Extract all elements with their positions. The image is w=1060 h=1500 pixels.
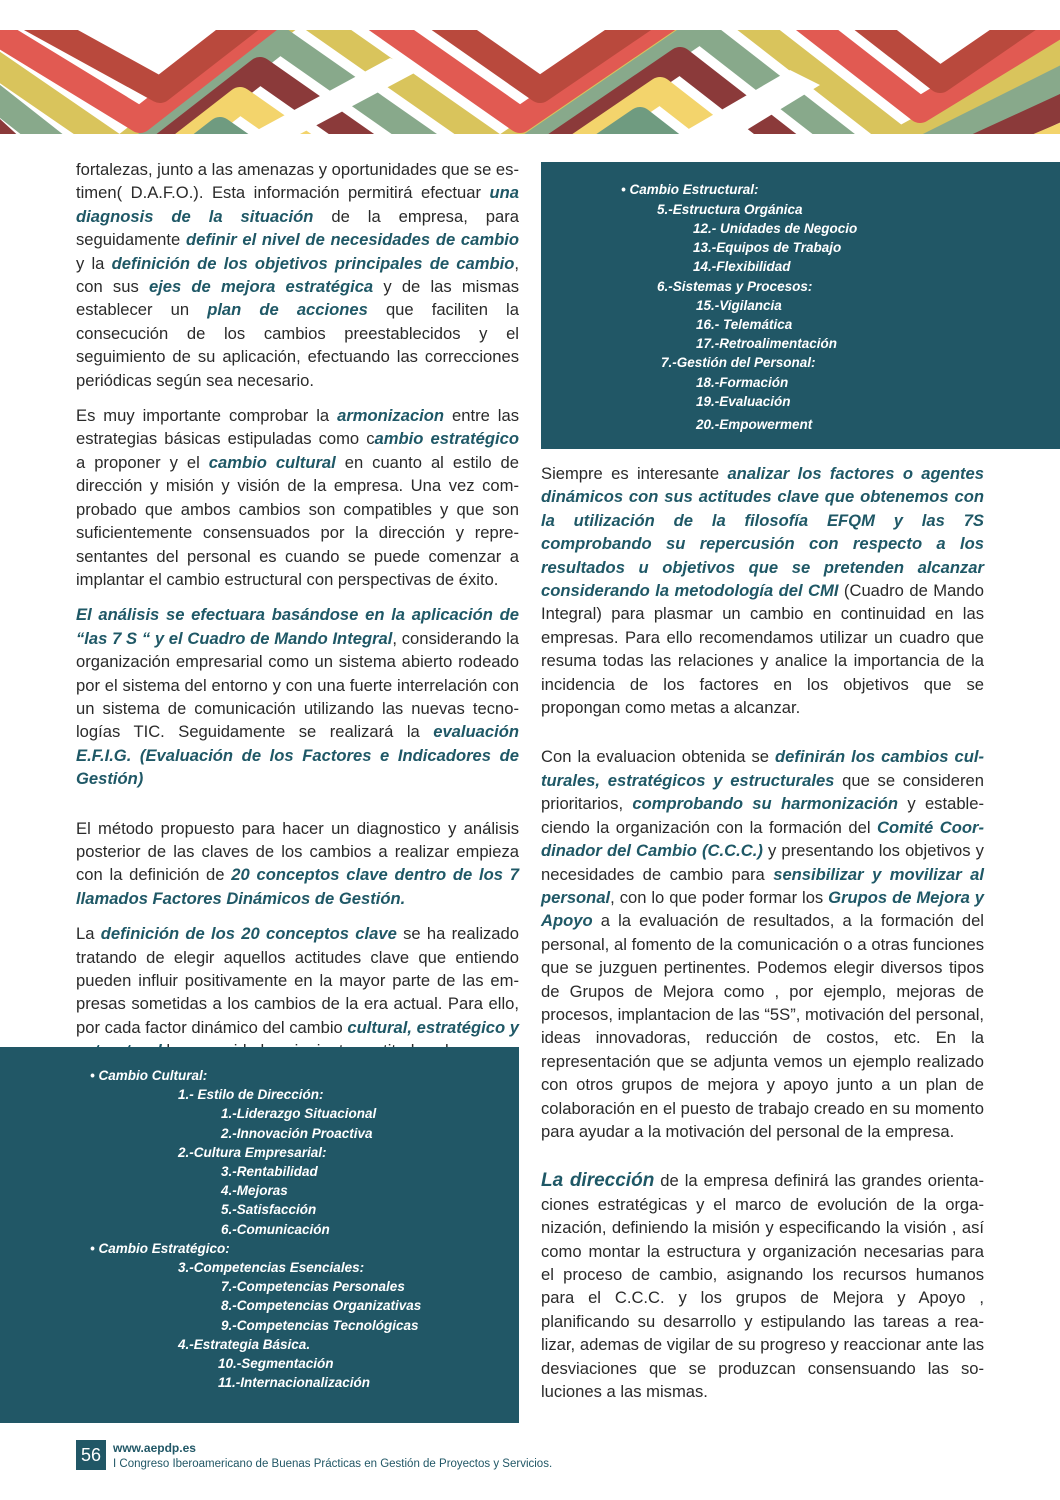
panel-subheading: 7.-Gestión del Personal: xyxy=(661,355,816,370)
panel-item: 14.-Flexibilidad xyxy=(693,259,791,274)
panel-structural xyxy=(541,162,1060,449)
text-run: fortalezas, junto a las amenazas y oportunidades que se estimen( D.A.F.O.). Esta información permitirá efectuar xyxy=(76,160,519,203)
highlighted-phrase: sensibilizar y movilizar al personal xyxy=(541,864,985,907)
text-run: a la evaluación de resultados, a la formación del personal, al fomento de la comunicación o a otras funciones que se juzguen pertinentes. Podemos elegir diversos tipos de Grupos de Mejora como , por ejemplo, mejoras de procesos, implantacion de las “5S”, motivación del personal, ideas innovadoras, reducción de costos, etc. En la representación que se adjunta vemos un ejemplo realizado con otros grupos de mejora y apoyo junto a un plan de colaboración en el puesto de trabajo creado en su momento para ayudar a la motivación del personal de la empresa. xyxy=(541,911,984,1141)
text-run: Con la evaluacion obtenida se xyxy=(541,747,776,767)
text-run: , considerando la organización empresarial como un sistema abierto rodeado por el sistema del entorno y con una fuerte interrelación con un sistema de comunicación utilizando las nuevas tecnologías TIC. Seguidamente se realizará la xyxy=(76,628,519,742)
text-run: de la empresa definirá las grandes orientaciones estratégicas y el marco de evolución de la organización, definiendo la misión y especificando la visión , así como montar la estructura y organización necesarias para el proceso de cambio, asignando los recursos humanos para el C.C.C. y los grupos de Mejora y Apoyo , planificando su desarrollo y estipulando las tareas a realizar, ademas de vigilar de su progreso y reaccionar ante las desviaciones que se produzcan consensuando las soluciones a las mismas. xyxy=(541,1171,984,1402)
panel-cultural-strategic xyxy=(0,1047,519,1423)
highlighted-phrase: armonizacion xyxy=(337,406,445,426)
left-paragraph-1 xyxy=(76,158,519,392)
panel-item: 19.-Evaluación xyxy=(696,394,791,409)
text-run: en cuanto al estilo de dirección y misión y visión de la empresa. Una vez comprobado que ambos cambios son compatibles y que son suficientemente consensuados por la dirección y representantes del personal es cuando se puede comenzar a implantar el cambio estructural con perspectivas de éxito. xyxy=(76,452,519,589)
panel-subheading: 3.-Competencias Esenciales: xyxy=(178,1260,365,1275)
text-run: (Cuadro de Mando Integral) para plasmar un cambio en continuidad en las empresas. Para ello recomendamos utilizar un cuadro que resuma todas las relaciones y analice la importancia de la incidencia de los factores en los objetivos que se propongan como metas a alcanzar. xyxy=(541,581,984,718)
highlighted-phrase: plan de acciones xyxy=(207,300,368,320)
panel-item: 3.-Rentabilidad xyxy=(221,1164,318,1179)
right-column xyxy=(541,462,984,1415)
highlighted-phrase: una diagnosis de la situación xyxy=(76,183,519,226)
text-run: se ha realizado tratando de elegir aquellos actitudes clave que entiendo pueden influir positivamente en la mayor parte de las empresas sometidas a los cambios de la era actual. Para ello, por cada factor dinámico del cambio xyxy=(76,924,519,1037)
panel-item: 1.-Liderazgo Situacional xyxy=(221,1106,377,1121)
page-number: 56 xyxy=(76,1440,106,1470)
highlighted-phrase: definirán los cambios culturales, estratégicos y estructurales xyxy=(541,747,984,790)
text-run: y de las mismas establecer un xyxy=(76,277,519,320)
highlighted-phrase: cambio cultural xyxy=(208,452,336,472)
panel-subheading: 5.-Estructura Orgánica xyxy=(657,202,803,217)
highlighted-phrase: cultural, estratégico y xyxy=(347,1017,520,1037)
text-run: y presentando los objetivos y necesidades de cambio para xyxy=(541,841,984,884)
panel-item: 9.-Competencias Tecnológicas xyxy=(221,1318,419,1333)
panel-item: 8.-Competencias Organizativas xyxy=(221,1298,422,1313)
panel-heading: • Cambio Cultural: xyxy=(90,1068,208,1083)
text-run: y estableciendo la organización con la formación del xyxy=(541,794,984,837)
panel-item: 4.-Mejoras xyxy=(221,1183,288,1198)
panel-item: 6.-Comunicación xyxy=(221,1222,330,1237)
left-paragraph-2 xyxy=(76,404,519,591)
panel-item: 10.-Segmentación xyxy=(218,1356,334,1371)
text-run: a proponer y el xyxy=(76,452,209,472)
text-run: entre las estrategias básicas estipuladas como c xyxy=(76,406,519,449)
panel-item: 7.-Competencias Personales xyxy=(221,1279,405,1294)
highlighted-phrase: definir el nivel de necesidades de cambio xyxy=(185,230,519,250)
highlighted-phrase: La dirección xyxy=(541,1170,655,1192)
right-paragraph-1 xyxy=(541,462,984,719)
panel-item: 17.-Retroalimentación xyxy=(696,336,838,351)
text-run: de la empresa, para seguidamente xyxy=(76,206,519,250)
highlighted-phrase: El análisis se efectuara basándose en la aplicación de “las 7 S “ y el Cuadro de Mando Integral xyxy=(76,605,519,648)
panel-subheading: 2.-Cultura Empresarial: xyxy=(178,1145,327,1160)
panel-item: 12.- Unidades de Negocio xyxy=(693,221,858,236)
stripe-pattern xyxy=(0,30,1060,134)
text-run: , con lo que poder formar los xyxy=(610,887,829,907)
text-run: que se consideren prioritarios, xyxy=(541,770,984,814)
text-run: El método propuesto para hacer un diagnostico y análisis posterior de las claves de los cambios a realizar empieza con la definición de xyxy=(76,818,519,885)
text-run: La xyxy=(76,924,101,944)
panel-item: 13.-Equipos de Trabajo xyxy=(693,240,842,255)
left-column xyxy=(76,158,519,1075)
left-paragraph-4 xyxy=(76,817,519,911)
panel-item: 11.-Internacionalización xyxy=(218,1375,371,1390)
highlighted-phrase: Comité Coordinador del Cambio (C.C.C.) xyxy=(541,817,984,861)
left-paragraph-3 xyxy=(76,603,519,790)
highlighted-phrase: definición de los objetivos principales de cambio xyxy=(111,253,515,273)
panel-item: 15.-Vigilancia xyxy=(696,298,782,313)
highlighted-phrase: evaluación E.F.I.G. (Evaluación de los Factores e Indicadores de Gestión) xyxy=(76,722,519,789)
text-run: , con sus xyxy=(76,253,519,297)
text-run: que faciliten la consecución de los cambios preestablecidos y el seguimiento de su aplicación, efectuando las correcciones periódicas según sea necesario. xyxy=(76,300,519,390)
highlighted-phrase: ambio estratégico xyxy=(374,429,519,449)
panel-subheading: 1.- Estilo de Dirección: xyxy=(178,1087,324,1102)
panel-item: 5.-Satisfacción xyxy=(221,1202,317,1217)
text-run: Siempre es interesante xyxy=(541,464,728,483)
panel-item: 20.-Empowerment xyxy=(696,417,813,432)
right-paragraph-3 xyxy=(541,1169,984,1403)
footer-url-link[interactable]: www.aepdp.es xyxy=(113,1441,196,1455)
highlighted-phrase: Grupos de Mejora y Apoyo xyxy=(541,887,984,931)
highlighted-phrase: definición de los 20 conceptos clave xyxy=(100,924,397,944)
panel-item: 18.-Formación xyxy=(696,375,789,390)
highlighted-phrase: 20 conceptos clave dentro de los 7 llamados Factores Dinámicos de Gestión. xyxy=(76,865,519,908)
highlighted-phrase: comprobando su harmonización xyxy=(632,794,899,814)
footer-congress-title: I Congreso Iberoamericano de Buenas Prácticas en Gestión de Proyectos y Servicios. xyxy=(113,1458,553,1470)
panel-subheading: 6.-Sistemas y Procesos: xyxy=(657,279,813,294)
panel-subheading: 4.-Estrategia Básica. xyxy=(178,1337,311,1352)
panel-item: 16.- Telemática xyxy=(696,317,793,332)
panel-heading: • Cambio Estratégico: xyxy=(90,1241,230,1256)
decorative-banner xyxy=(0,30,1060,134)
text-run: y la xyxy=(76,253,112,273)
panel-heading: • Cambio Estructural: xyxy=(621,182,759,197)
text-run: Es muy importante comprobar la xyxy=(76,406,338,426)
panel-item: 2.-Innovación Proactiva xyxy=(221,1126,373,1141)
highlighted-phrase: ejes de mejora estratégica xyxy=(148,277,374,297)
highlighted-phrase: analizar los factores o agentes dinámicos con sus actitudes clave que obtenemos con la utilización de la filosofía EFQM y las 7S comprobando su repercusión con respecto a los resultados u objetivos que se pretenden alcanzar considerando la metodología del CMI xyxy=(541,464,985,601)
left-paragraph-5 xyxy=(76,922,519,1062)
right-paragraph-2 xyxy=(541,745,984,1143)
